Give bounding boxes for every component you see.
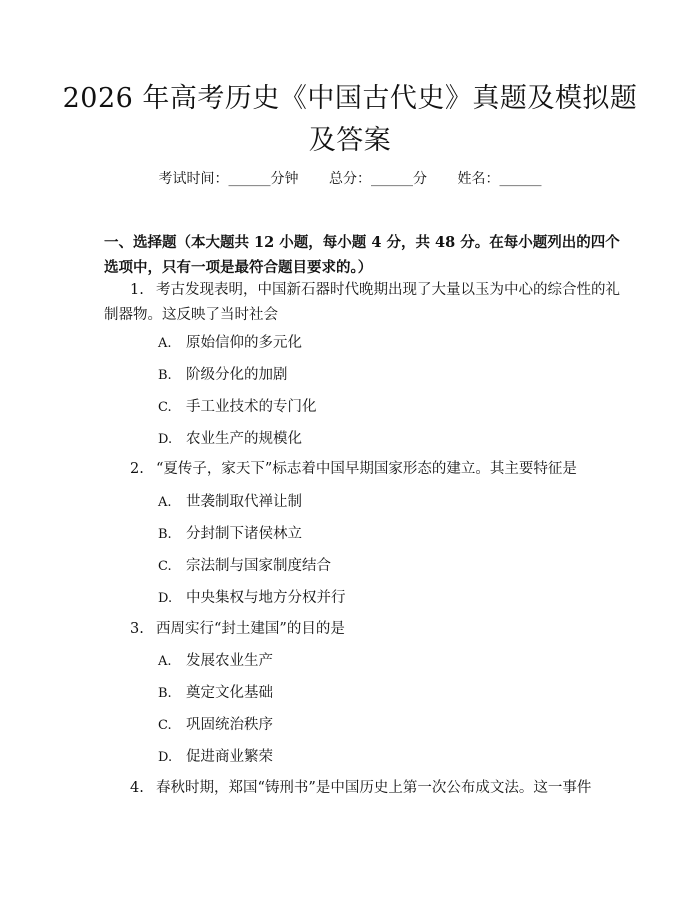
exam-time-field: 考试时间：______分钟 bbox=[158, 171, 299, 187]
option-letter: D. bbox=[158, 750, 173, 765]
option-letter: D. bbox=[158, 591, 173, 606]
option-text: 发展农业生产 bbox=[186, 653, 273, 669]
option-letter: A. bbox=[158, 654, 172, 669]
option-letter: C. bbox=[158, 400, 172, 415]
option-text: 阶级分化的加剧 bbox=[186, 367, 288, 383]
question-4 bbox=[104, 776, 624, 801]
question-number: 2. bbox=[130, 461, 144, 477]
question-stem: 考古发现表明，中国新石器时代晚期出现了大量以玉为中心的综合性的礼制器物。这反映了当时社会 bbox=[104, 282, 620, 323]
question-number: 4. bbox=[130, 780, 144, 796]
option-text: 中央集权与地方分权并行 bbox=[186, 590, 346, 606]
option-text: 宗法制与国家制度结合 bbox=[186, 558, 331, 574]
question-2-option-a bbox=[158, 491, 598, 514]
option-letter: C. bbox=[158, 559, 172, 574]
question-2-option-d bbox=[158, 587, 598, 610]
question-3-option-b bbox=[158, 682, 598, 705]
question-1-option-b bbox=[158, 364, 598, 387]
question-stem: “夏传子，家天下”标志着中国早期国家形态的建立。其主要特征是 bbox=[156, 461, 577, 477]
student-name-field: 姓名：______ bbox=[457, 171, 542, 187]
question-3 bbox=[104, 617, 624, 642]
question-stem: 西周实行“封土建国”的目的是 bbox=[156, 621, 345, 637]
question-2 bbox=[104, 457, 624, 482]
option-letter: D. bbox=[158, 432, 173, 447]
total-score-field: 总分：______分 bbox=[329, 171, 427, 187]
question-1-option-c bbox=[158, 396, 598, 419]
question-1 bbox=[104, 278, 624, 328]
option-text: 世袭制取代禅让制 bbox=[186, 494, 302, 510]
question-1-option-a bbox=[158, 332, 598, 355]
exam-meta-line bbox=[0, 169, 700, 189]
option-text: 分封制下诸侯林立 bbox=[186, 526, 302, 542]
option-letter: B. bbox=[158, 368, 172, 383]
option-text: 巩固统治秩序 bbox=[186, 717, 273, 733]
question-3-option-c bbox=[158, 714, 598, 737]
question-stem: 春秋时期，郑国“铸刑书”是中国历史上第一次公布成文法。这一事件 bbox=[156, 780, 592, 796]
question-number: 1. bbox=[130, 282, 144, 298]
option-text: 奠定文化基础 bbox=[186, 685, 273, 701]
option-letter: A. bbox=[158, 495, 172, 510]
question-3-option-a bbox=[158, 650, 598, 673]
document-title: 2026 年高考历史《中国古代史》真题及模拟题及答案 bbox=[62, 83, 638, 156]
question-1-option-d bbox=[158, 428, 598, 451]
option-letter: B. bbox=[158, 527, 172, 542]
option-text: 农业生产的规模化 bbox=[186, 431, 302, 447]
question-2-option-b bbox=[158, 523, 598, 546]
question-3-option-d bbox=[158, 746, 598, 769]
option-letter: B. bbox=[158, 686, 172, 701]
option-text: 原始信仰的多元化 bbox=[186, 335, 302, 351]
option-letter: A. bbox=[158, 336, 172, 351]
section-heading: 一、选择题（本大题共 12 小题，每小题 4 分，共 48 分。在每小题列出的四个选项中，只有一项是最符合题目要求的。） bbox=[104, 234, 620, 276]
option-letter: C. bbox=[158, 718, 172, 733]
option-text: 促进商业繁荣 bbox=[186, 749, 273, 765]
option-text: 手工业技术的专门化 bbox=[186, 399, 317, 415]
question-number: 3. bbox=[130, 621, 144, 637]
question-2-option-c bbox=[158, 555, 598, 578]
